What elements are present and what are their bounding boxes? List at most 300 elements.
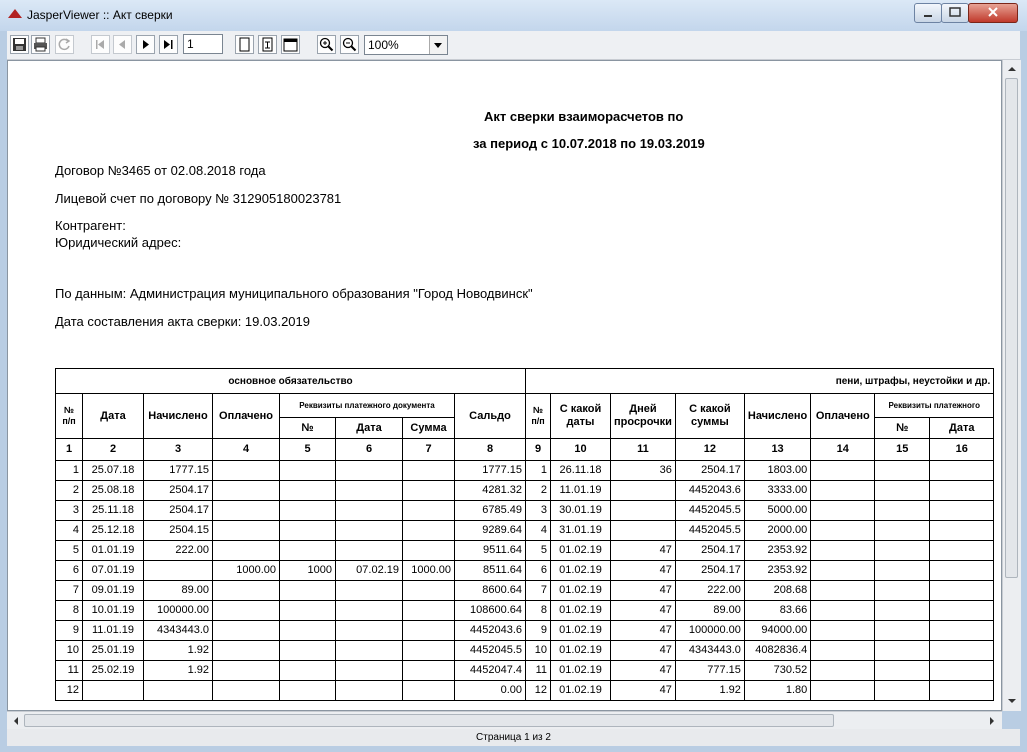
table-cell: 25.12.18 — [83, 521, 144, 541]
table-cell: 10 — [56, 641, 83, 661]
table-cell — [811, 461, 875, 481]
table-cell: 2504.17 — [144, 501, 213, 521]
table-cell — [336, 641, 403, 661]
table-cell: 777.15 — [675, 661, 744, 681]
title-bar[interactable] — [0, 0, 1027, 31]
table-cell — [403, 661, 455, 681]
table-cell: 11.01.19 — [83, 621, 144, 641]
table-cell — [811, 681, 875, 701]
table-body — [56, 461, 994, 701]
reconciliation-table — [55, 368, 994, 701]
table-row — [56, 521, 994, 541]
table-cell: 222.00 — [675, 581, 744, 601]
table-cell — [336, 681, 403, 701]
table-cell: 4 — [56, 521, 83, 541]
table-cell: 4452045.5 — [675, 501, 744, 521]
table-cell: 9511.64 — [455, 541, 526, 561]
table-cell — [280, 601, 336, 621]
table-cell: 01.02.19 — [551, 561, 611, 581]
table-cell: 47 — [611, 541, 676, 561]
table-cell: 3 — [56, 501, 83, 521]
table-cell — [811, 661, 875, 681]
reload-icon — [57, 37, 72, 52]
close-icon — [969, 4, 1017, 22]
table-cell — [811, 641, 875, 661]
zoom-in-icon — [319, 37, 334, 52]
scroll-left-icon[interactable] — [9, 712, 23, 730]
table-cell: 100000.00 — [144, 601, 213, 621]
save-icon — [12, 37, 27, 52]
table-cell — [403, 641, 455, 661]
table-cell — [811, 581, 875, 601]
table-cell: 12 — [56, 681, 83, 701]
column-number: 10 — [551, 439, 611, 461]
table-cell — [611, 481, 676, 501]
table-row — [56, 561, 994, 581]
table-cell — [213, 541, 280, 561]
header-days-overdue: Дней просрочки — [611, 394, 676, 439]
table-cell: 11 — [56, 661, 83, 681]
table-cell: 3333.00 — [744, 481, 810, 501]
table-cell — [875, 661, 930, 681]
table-cell — [875, 581, 930, 601]
table-cell — [930, 581, 994, 601]
horizontal-scrollbar[interactable] — [7, 711, 1002, 730]
table-cell: 2504.17 — [144, 481, 213, 501]
table-cell: 89.00 — [675, 601, 744, 621]
table-cell — [875, 481, 930, 501]
table-cell — [336, 461, 403, 481]
horizontal-scroll-thumb[interactable] — [24, 714, 834, 727]
table-cell — [280, 681, 336, 701]
group-header-main: основное обязательство — [56, 369, 526, 394]
table-cell — [930, 481, 994, 501]
contract-line: Договор №3465 от 02.08.2018 года — [55, 163, 266, 178]
table-row — [56, 501, 994, 521]
table-cell: 2504.17 — [675, 541, 744, 561]
table-cell — [403, 601, 455, 621]
address-line: Юридический адрес: — [55, 235, 182, 250]
table-cell: 36 — [611, 461, 676, 481]
print-button[interactable] — [31, 35, 50, 54]
table-cell — [336, 541, 403, 561]
column-number: 12 — [675, 439, 744, 461]
table-cell: 83.66 — [744, 601, 810, 621]
table-cell — [403, 581, 455, 601]
table-cell: 10 — [526, 641, 551, 661]
table-cell: 01.01.19 — [83, 541, 144, 561]
table-cell: 11 — [526, 661, 551, 681]
table-cell — [280, 661, 336, 681]
header-payment-details: Реквизиты платежного документа — [280, 394, 455, 418]
actual-size-button[interactable] — [235, 35, 254, 54]
table-cell — [213, 501, 280, 521]
column-number: 14 — [811, 439, 875, 461]
table-row — [56, 581, 994, 601]
header-num2: № п/п — [526, 394, 551, 439]
column-number: 16 — [930, 439, 994, 461]
minimize-button[interactable] — [914, 3, 942, 23]
column-number: 8 — [455, 439, 526, 461]
next-page-button[interactable] — [136, 35, 155, 54]
table-cell — [280, 641, 336, 661]
reload-button[interactable] — [55, 35, 74, 54]
table-cell — [336, 521, 403, 541]
header-pd-sum: Сумма — [403, 418, 455, 439]
table-cell — [811, 501, 875, 521]
table-cell: 1000.00 — [213, 561, 280, 581]
table-cell — [811, 541, 875, 561]
table-cell: 100000.00 — [675, 621, 744, 641]
table-cell: 07.02.19 — [336, 561, 403, 581]
table-cell — [403, 621, 455, 641]
group-header-penalty: пени, штрафы, неустойки и др. — [526, 369, 994, 394]
table-cell — [930, 521, 994, 541]
table-cell: 25.07.18 — [83, 461, 144, 481]
table-cell — [875, 621, 930, 641]
table-cell: 89.00 — [144, 581, 213, 601]
table-cell: 1 — [56, 461, 83, 481]
table-cell: 4452047.4 — [455, 661, 526, 681]
table-cell — [930, 561, 994, 581]
table-cell: 9289.64 — [455, 521, 526, 541]
table-cell: 09.01.19 — [83, 581, 144, 601]
table-cell: 5 — [56, 541, 83, 561]
fit-width-button[interactable] — [281, 35, 300, 54]
table-cell: 30.01.19 — [551, 501, 611, 521]
zoom-value: 100% — [368, 38, 399, 52]
scroll-down-icon[interactable] — [1003, 694, 1021, 708]
zoom-dropdown-button[interactable] — [429, 36, 447, 54]
table-row — [56, 461, 994, 481]
table-cell — [336, 601, 403, 621]
table-cell — [811, 621, 875, 641]
column-number: 1 — [56, 439, 83, 461]
table-cell — [280, 521, 336, 541]
vertical-scroll-thumb[interactable] — [1005, 78, 1018, 578]
zoom-out-button[interactable] — [340, 35, 359, 54]
table-row — [56, 681, 994, 701]
table-cell: 7 — [56, 581, 83, 601]
table-cell: 2000.00 — [744, 521, 810, 541]
table-cell — [336, 481, 403, 501]
table-cell — [875, 601, 930, 621]
maximize-button[interactable] — [941, 3, 969, 23]
header-paid2: Оплачено — [811, 394, 875, 439]
window-title: JasperViewer :: Акт сверки — [27, 8, 173, 22]
data-source-line: По данным: Администрация муниципального образования "Город Новодвинск" — [55, 286, 533, 301]
header-balance: Сальдо — [455, 394, 526, 439]
table-cell: 25.01.19 — [83, 641, 144, 661]
table-cell — [403, 521, 455, 541]
previous-page-button[interactable] — [113, 35, 132, 54]
fit-page-button[interactable] — [258, 35, 277, 54]
table-cell — [336, 501, 403, 521]
table-cell: 3 — [526, 501, 551, 521]
table-cell — [930, 461, 994, 481]
table-row — [56, 601, 994, 621]
table-cell — [875, 561, 930, 581]
table-cell — [403, 541, 455, 561]
table-cell: 01.02.19 — [551, 681, 611, 701]
table-cell — [930, 501, 994, 521]
header-payment-details2: Реквизиты платежного — [875, 394, 994, 418]
table-cell: 1.92 — [675, 681, 744, 701]
table-row — [56, 481, 994, 501]
table-cell — [213, 641, 280, 661]
table-cell: 7 — [526, 581, 551, 601]
table-cell: 47 — [611, 661, 676, 681]
table-cell: 8 — [56, 601, 83, 621]
table-cell — [336, 661, 403, 681]
table-cell — [403, 481, 455, 501]
table-row — [56, 661, 994, 681]
header-num: № п/п — [56, 394, 83, 439]
table-cell: 2 — [526, 481, 551, 501]
table-cell: 1000 — [280, 561, 336, 581]
minimize-icon — [915, 4, 941, 22]
table-cell: 25.11.18 — [83, 501, 144, 521]
scroll-up-icon[interactable] — [1003, 62, 1021, 76]
act-date-line: Дата составления акта сверки: 19.03.2019 — [55, 314, 310, 329]
table-cell — [611, 501, 676, 521]
table-cell: 10.01.19 — [83, 601, 144, 621]
table-cell: 1 — [526, 461, 551, 481]
table-cell — [930, 621, 994, 641]
table-cell: 208.68 — [744, 581, 810, 601]
table-cell: 2 — [56, 481, 83, 501]
column-number: 11 — [611, 439, 676, 461]
table-cell: 4452043.6 — [675, 481, 744, 501]
header-pd2-date: Дата — [930, 418, 994, 439]
table-cell — [811, 561, 875, 581]
table-cell: 47 — [611, 581, 676, 601]
table-cell: 8600.64 — [455, 581, 526, 601]
table-cell — [280, 581, 336, 601]
column-number: 9 — [526, 439, 551, 461]
table-cell — [83, 681, 144, 701]
table-cell: 47 — [611, 641, 676, 661]
table-cell — [213, 521, 280, 541]
table-cell: 1.92 — [144, 661, 213, 681]
table-cell: 1000.00 — [403, 561, 455, 581]
zoom-in-button[interactable] — [317, 35, 336, 54]
table-cell: 11.01.19 — [551, 481, 611, 501]
table-cell: 9 — [56, 621, 83, 641]
first-page-icon — [93, 37, 108, 52]
print-icon — [33, 37, 48, 52]
table-cell: 26.11.18 — [551, 461, 611, 481]
table-cell — [930, 681, 994, 701]
table-cell — [875, 641, 930, 661]
close-button[interactable] — [968, 3, 1018, 23]
table-row — [56, 621, 994, 641]
table-cell — [336, 581, 403, 601]
column-number: 13 — [744, 439, 810, 461]
header-pd2-num: № — [875, 418, 930, 439]
column-number: 5 — [280, 439, 336, 461]
table-cell: 47 — [611, 621, 676, 641]
first-page-button[interactable] — [91, 35, 110, 54]
table-cell — [336, 621, 403, 641]
table-cell — [875, 501, 930, 521]
table-cell: 47 — [611, 681, 676, 701]
scroll-right-icon[interactable] — [985, 712, 999, 730]
table-cell: 1777.15 — [144, 461, 213, 481]
table-cell: 1803.00 — [744, 461, 810, 481]
table-cell — [811, 601, 875, 621]
table-cell — [144, 561, 213, 581]
table-cell — [930, 541, 994, 561]
table-cell: 108600.64 — [455, 601, 526, 621]
table-cell: 01.02.19 — [551, 581, 611, 601]
table-cell — [280, 461, 336, 481]
table-cell: 8 — [526, 601, 551, 621]
table-cell: 07.01.19 — [83, 561, 144, 581]
table-cell — [811, 481, 875, 501]
table-cell: 5 — [526, 541, 551, 561]
table-cell — [213, 581, 280, 601]
page-info: Страница 1 из 2 — [476, 732, 551, 743]
table-cell: 25.02.19 — [83, 661, 144, 681]
last-page-icon — [161, 37, 176, 52]
table-cell: 2504.17 — [675, 461, 744, 481]
table-cell — [875, 521, 930, 541]
account-line: Лицевой счет по договору № 312905180023781 — [55, 191, 342, 206]
table-cell: 2353.92 — [744, 561, 810, 581]
report-period: за период с 10.07.2018 по 19.03.2019 — [473, 136, 705, 151]
table-row — [56, 541, 994, 561]
table-cell — [930, 661, 994, 681]
header-paid: Оплачено — [213, 394, 280, 439]
table-cell: 5000.00 — [744, 501, 810, 521]
table-cell: 01.02.19 — [551, 641, 611, 661]
header-date: Дата — [83, 394, 144, 439]
table-cell: 222.00 — [144, 541, 213, 561]
report-viewport[interactable] — [7, 60, 1002, 711]
table-cell: 4452045.5 — [455, 641, 526, 661]
table-cell: 9 — [526, 621, 551, 641]
table-cell: 2353.92 — [744, 541, 810, 561]
header-pd-num: № — [280, 418, 336, 439]
table-cell — [280, 541, 336, 561]
maximize-icon — [942, 4, 968, 22]
column-number: 4 — [213, 439, 280, 461]
table-cell — [280, 621, 336, 641]
previous-page-icon — [115, 37, 130, 52]
table-cell: 6 — [526, 561, 551, 581]
table-cell: 4082836.4 — [744, 641, 810, 661]
table-cell: 25.08.18 — [83, 481, 144, 501]
table-cell — [811, 521, 875, 541]
table-cell — [213, 461, 280, 481]
table-cell: 01.02.19 — [551, 541, 611, 561]
column-number: 7 — [403, 439, 455, 461]
table-cell: 01.02.19 — [551, 601, 611, 621]
table-cell — [280, 481, 336, 501]
table-cell — [213, 681, 280, 701]
report-title: Акт сверки взаиморасчетов по — [484, 109, 684, 124]
header-accrued2: Начислено — [744, 394, 810, 439]
table-cell: 730.52 — [744, 661, 810, 681]
table-cell: 01.02.19 — [551, 661, 611, 681]
jasper-icon — [8, 9, 22, 18]
table-cell — [875, 681, 930, 701]
table-cell: 0.00 — [455, 681, 526, 701]
fit-page-icon — [260, 37, 275, 52]
table-row — [56, 641, 994, 661]
table-cell — [403, 501, 455, 521]
fit-width-icon — [283, 37, 298, 52]
table-cell: 2504.15 — [144, 521, 213, 541]
table-cell — [213, 601, 280, 621]
header-from-date: С какой даты — [551, 394, 611, 439]
header-pd-date: Дата — [336, 418, 403, 439]
table-cell — [875, 541, 930, 561]
table-cell — [611, 521, 676, 541]
table-cell — [144, 681, 213, 701]
column-number: 3 — [144, 439, 213, 461]
table-cell: 8511.64 — [455, 561, 526, 581]
status-bar — [7, 729, 1020, 746]
table-cell — [213, 481, 280, 501]
header-accrued: Начислено — [144, 394, 213, 439]
table-cell: 4281.32 — [455, 481, 526, 501]
header-from-sum: С какой суммы — [675, 394, 744, 439]
table-cell: 94000.00 — [744, 621, 810, 641]
table-cell — [403, 461, 455, 481]
column-number-row — [56, 439, 994, 461]
table-cell: 6 — [56, 561, 83, 581]
table-cell: 1.80 — [744, 681, 810, 701]
zoom-select[interactable] — [364, 35, 448, 55]
column-number: 15 — [875, 439, 930, 461]
table-cell: 31.01.19 — [551, 521, 611, 541]
table-cell — [875, 461, 930, 481]
next-page-icon — [138, 37, 153, 52]
table-cell — [213, 661, 280, 681]
table-cell: 4452045.5 — [675, 521, 744, 541]
page-icon — [237, 37, 252, 52]
column-number: 2 — [83, 439, 144, 461]
column-number: 6 — [336, 439, 403, 461]
table-cell: 4343443.0 — [144, 621, 213, 641]
table-cell: 4452043.6 — [455, 621, 526, 641]
table-cell — [403, 681, 455, 701]
table-cell: 4343443.0 — [675, 641, 744, 661]
counterparty-line: Контрагент: — [55, 218, 126, 233]
last-page-button[interactable] — [159, 35, 178, 54]
table-cell: 6785.49 — [455, 501, 526, 521]
table-cell: 01.02.19 — [551, 621, 611, 641]
table-cell: 12 — [526, 681, 551, 701]
vertical-scrollbar[interactable] — [1002, 60, 1021, 711]
table-cell — [930, 641, 994, 661]
page-number-input[interactable]: 1 — [183, 34, 223, 54]
report-page — [8, 61, 1002, 711]
toolbar — [7, 31, 1020, 60]
save-button[interactable] — [10, 35, 29, 54]
zoom-out-icon — [342, 37, 357, 52]
table-cell: 2504.17 — [675, 561, 744, 581]
table-cell: 47 — [611, 601, 676, 621]
table-cell — [213, 621, 280, 641]
table-cell: 1777.15 — [455, 461, 526, 481]
table-cell: 1.92 — [144, 641, 213, 661]
chevron-down-icon — [430, 36, 446, 54]
table-cell: 4 — [526, 521, 551, 541]
table-cell: 47 — [611, 561, 676, 581]
